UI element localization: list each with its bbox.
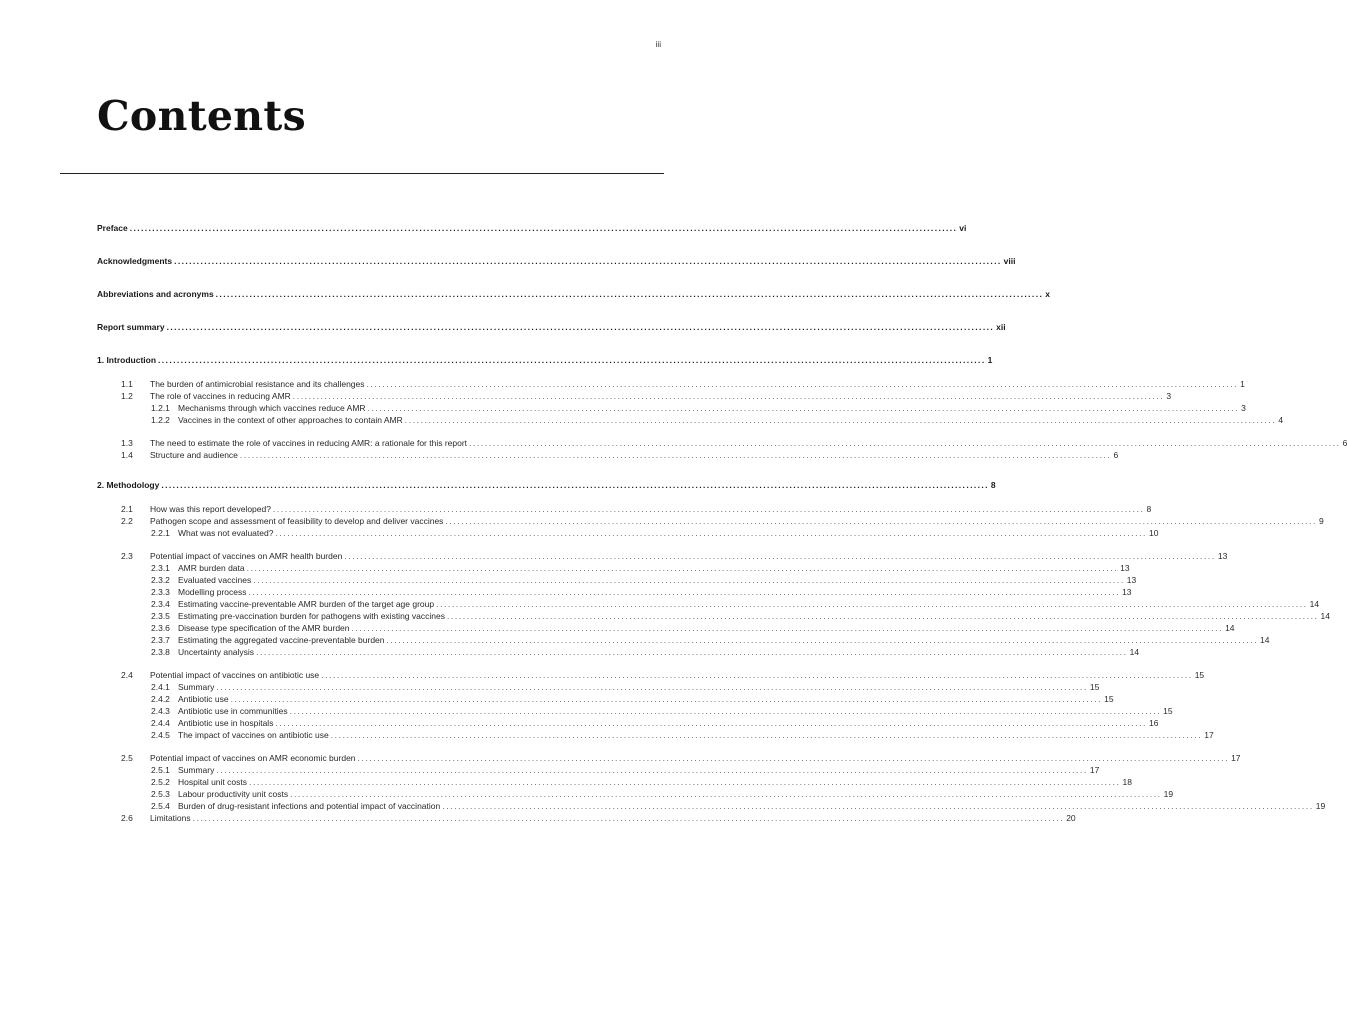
toc-entry[interactable] — [97, 503, 1152, 515]
toc-entry-label: Summary — [178, 765, 215, 775]
toc-entry-page: 16 — [1149, 718, 1159, 728]
toc-entry-page: vi — [959, 223, 967, 233]
toc-entry-label: Antibiotic use in communities — [178, 706, 288, 716]
toc-entry-label: The need to estimate the role of vaccines in reducing AMR: a rationale for this report — [150, 438, 468, 448]
toc-entry[interactable] — [97, 414, 1284, 426]
toc-entry-page: 10 — [1149, 528, 1159, 538]
toc-entry-page: 13 — [1126, 575, 1137, 585]
toc-entry-page: 14 — [1225, 623, 1235, 633]
toc-entry-page: 3 — [1241, 403, 1246, 413]
toc-entry-page: 9 — [1318, 516, 1324, 526]
toc-entry[interactable] — [97, 669, 1205, 681]
toc-entry-number: 2.3.7 — [151, 635, 170, 645]
toc-entry-number: 2.4.1 — [151, 682, 170, 692]
toc-entry-page: 19 — [1315, 801, 1326, 811]
toc-entry[interactable] — [97, 354, 993, 367]
toc-entry-page: x — [1045, 289, 1050, 299]
dot-leader: ............................................................................................................................................................................................................................ — [321, 670, 1193, 680]
toc-entry-number: 1.2.1 — [151, 403, 170, 413]
dot-leader: ............................................................................................................................................................................................................................ — [174, 256, 1002, 266]
toc-entry-label: Report summary — [97, 322, 165, 332]
page-number: iii — [655, 40, 661, 49]
toc-entry-page: 8 — [990, 480, 996, 490]
toc-entry[interactable] — [97, 752, 1241, 764]
toc-entry-number: 1.2.2 — [151, 415, 170, 425]
toc-entry-number: 1.4 — [121, 450, 133, 460]
toc-entry-label: Disease type specification of the AMR burden — [178, 623, 350, 633]
toc-entry-label: What was not evaluated? — [178, 528, 274, 538]
toc-entry-page: 15 — [1104, 694, 1114, 704]
toc-entry-label: Structure and audience — [150, 450, 238, 460]
dot-leader: ............................................................................................................................................................................................................................ — [246, 563, 1119, 573]
toc-entry-page: 17 — [1231, 753, 1241, 763]
toc-entry-label: Potential impact of vaccines on AMR health burden — [150, 551, 343, 561]
toc-entry-label: Limitations — [150, 813, 191, 823]
dot-leader: ............................................................................................................................................................................................................................ — [275, 528, 1147, 538]
toc-entry-number: 2.4.3 — [151, 706, 170, 716]
toc-entry-page: 17 — [1089, 765, 1100, 775]
toc-entry-page: 15 — [1089, 682, 1100, 692]
toc-entry-number: 2.5 — [121, 753, 133, 763]
dot-leader: ............................................................................................................................................................................................................................ — [469, 438, 1341, 448]
toc-entry-page: viii — [1003, 256, 1016, 266]
toc-entry-label: Acknowledgments — [97, 256, 173, 266]
toc-entry-number: 2.4 — [121, 670, 133, 680]
dot-leader: ............................................................................................................................................................................................................................ — [351, 623, 1224, 633]
toc-entry-page: xii — [996, 322, 1006, 332]
toc-entry-label: Uncertainty analysis — [178, 647, 255, 657]
dot-leader: ............................................................................................................................................................................................................................ — [256, 647, 1128, 657]
toc-entry-page: 13 — [1122, 587, 1132, 597]
dot-leader: ............................................................................................................................................................................................................................ — [215, 289, 1044, 299]
dot-leader: ............................................................................................................................................................................................................................ — [289, 706, 1162, 716]
toc-entry-page: 3 — [1166, 391, 1172, 401]
toc-entry-number: 2.3.3 — [151, 587, 170, 597]
toc-entry[interactable] — [97, 800, 1326, 812]
dot-leader: ............................................................................................................................................................................................................................ — [272, 504, 1145, 514]
toc-entry[interactable] — [97, 646, 1140, 658]
toc-entry[interactable] — [97, 402, 1246, 414]
dot-leader: ............................................................................................................................................................................................................................ — [216, 765, 1088, 775]
toc-entry-label: 1. Introduction — [97, 355, 157, 365]
toc-entry-page: 15 — [1163, 706, 1173, 716]
toc-entry[interactable] — [97, 562, 1130, 574]
toc-entry-label: Antibiotic use — [178, 694, 229, 704]
toc-entry[interactable] — [97, 812, 1076, 824]
dot-leader: ............................................................................................................................................................................................................................ — [442, 801, 1314, 811]
toc-entry-number: 2.3.1 — [151, 563, 170, 573]
toc-entry[interactable] — [97, 634, 1270, 646]
toc-entry-page: 13 — [1120, 563, 1130, 573]
toc-entry[interactable] — [97, 717, 1159, 729]
title-divider — [60, 173, 664, 174]
toc-entry-number: 2.5.4 — [151, 801, 170, 811]
toc-entry-label: Estimating pre-vaccination burden for pathogens with existing vaccines — [178, 611, 445, 621]
toc-entry-number: 2.2.1 — [151, 528, 170, 538]
toc-entry[interactable] — [97, 705, 1173, 717]
toc-entry-page: 17 — [1204, 730, 1214, 740]
toc-entry[interactable] — [97, 515, 1324, 527]
toc-entry-label: AMR burden data — [178, 563, 245, 573]
toc-entry-number: 2.3.2 — [151, 575, 170, 585]
dot-leader: ............................................................................................................................................................................................................................ — [166, 322, 995, 332]
toc-entry-label: Potential impact of vaccines on antibiotic use — [150, 670, 320, 680]
toc-entry-number: 2.3 — [121, 551, 133, 561]
toc-entry-number: 2.4.2 — [151, 694, 170, 704]
toc-entry[interactable] — [97, 479, 996, 492]
toc-entry[interactable] — [97, 550, 1228, 562]
toc-entry-page: 18 — [1122, 777, 1132, 787]
toc-entry-page: 14 — [1320, 611, 1330, 621]
toc-entry-number: 2.3.8 — [151, 647, 170, 657]
dot-leader: ............................................................................................................................................................................................................................ — [290, 789, 1162, 799]
toc-entry[interactable] — [97, 378, 1245, 390]
toc-entry[interactable] — [97, 681, 1100, 693]
toc-entry-number: 2.3.4 — [151, 599, 170, 609]
toc-entry[interactable] — [97, 693, 1114, 705]
toc-entry[interactable] — [97, 610, 1330, 622]
toc-entry-page: 6 — [1342, 438, 1347, 448]
toc-entry-page: 4 — [1278, 415, 1284, 425]
toc-entry-page: 6 — [1113, 450, 1119, 460]
toc-entry-label: Estimating the aggregated vaccine-preventable burden — [178, 635, 385, 645]
dot-leader: ............................................................................................................................................................................................................................ — [216, 682, 1088, 692]
toc-entry[interactable] — [97, 390, 1172, 402]
toc-entry-label: Pathogen scope and assessment of feasibility to develop and deliver vaccines — [150, 516, 444, 526]
dot-leader: ............................................................................................................................................................................................................................ — [386, 635, 1259, 645]
toc-entry-number: 2.2 — [121, 516, 133, 526]
dot-leader: ............................................................................................................................................................................................................................ — [436, 599, 1308, 609]
dot-leader: ............................................................................................................................................................................................................................ — [161, 480, 989, 490]
toc-entry[interactable] — [97, 321, 1006, 334]
toc-entry-number: 1.3 — [121, 438, 133, 448]
dot-leader: ............................................................................................................................................................................................................................ — [230, 694, 1103, 704]
toc-entry-number: 2.5.3 — [151, 789, 170, 799]
toc-entry-number: 2.3.6 — [151, 623, 170, 633]
toc-entry-page: 14 — [1309, 599, 1320, 609]
toc-entry-number: 2.5.2 — [151, 777, 170, 787]
dot-leader: ............................................................................................................................................................................................................................ — [158, 355, 986, 365]
dot-leader: ............................................................................................................................................................................................................................ — [129, 223, 958, 233]
toc-entry[interactable] — [97, 586, 1132, 598]
toc-entry-label: Preface — [97, 223, 128, 233]
toc-entry-label: Labour productivity unit costs — [178, 789, 289, 799]
toc-entry-label: Evaluated vaccines — [178, 575, 252, 585]
toc-entry[interactable] — [97, 598, 1320, 610]
toc-entry[interactable] — [97, 788, 1174, 800]
dot-leader: ............................................................................................................................................................................................................................ — [404, 415, 1277, 425]
toc-entry-number: 1.2 — [121, 391, 133, 401]
toc-entry-page: 19 — [1163, 789, 1174, 799]
dot-leader: ............................................................................................................................................................................................................................ — [253, 575, 1125, 585]
toc-entry-number: 2.4.5 — [151, 730, 170, 740]
toc-entry-label: Estimating vaccine-preventable AMR burden of the target age group — [178, 599, 435, 609]
toc-entry-number: 2.5.1 — [151, 765, 170, 775]
toc-entry-label: Vaccines in the context of other approaches to contain AMR — [178, 415, 403, 425]
toc-entry[interactable] — [97, 729, 1214, 741]
table-of-contents — [97, 222, 1347, 824]
toc-entry-number: 2.1 — [121, 504, 133, 514]
dot-leader: ............................................................................................................................................................................................................................ — [366, 379, 1239, 389]
toc-entry-number: 2.6 — [121, 813, 133, 823]
toc-entry-label: Mechanisms through which vaccines reduce AMR — [178, 403, 366, 413]
toc-entry-page: 14 — [1129, 647, 1140, 657]
toc-entry[interactable] — [97, 449, 1119, 461]
toc-entry-page: 8 — [1146, 504, 1152, 514]
dot-leader: ............................................................................................................................................................................................................................ — [292, 391, 1165, 401]
toc-entry-number: 1.1 — [121, 379, 133, 389]
dot-leader: ............................................................................................................................................................................................................................ — [330, 730, 1203, 740]
dot-leader: ............................................................................................................................................................................................................................ — [344, 551, 1216, 561]
dot-leader: ............................................................................................................................................................................................................................ — [275, 718, 1147, 728]
toc-entry-label: Summary — [178, 682, 215, 692]
toc-entry-label: Hospital unit costs — [178, 777, 247, 787]
toc-entry-label: 2. Methodology — [97, 480, 160, 490]
toc-entry[interactable] — [97, 288, 1050, 301]
dot-leader: ............................................................................................................................................................................................................................ — [239, 450, 1112, 460]
toc-entry-page: 13 — [1217, 551, 1228, 561]
toc-entry[interactable] — [97, 776, 1132, 788]
toc-entry-label: How was this report developed? — [150, 504, 271, 514]
toc-entry-label: Abbreviations and acronyms — [97, 289, 214, 299]
dot-leader: ............................................................................................................................................................................................................................ — [248, 587, 1121, 597]
toc-entry-number: 2.4.4 — [151, 718, 170, 728]
toc-entry-page: 1 — [1240, 379, 1245, 389]
toc-entry-label: Potential impact of vaccines on AMR economic burden — [150, 753, 356, 763]
dot-leader: ............................................................................................................................................................................................................................ — [357, 753, 1230, 763]
dot-leader: ............................................................................................................................................................................................................................ — [446, 611, 1319, 621]
toc-entry-label: The role of vaccines in reducing AMR — [150, 391, 291, 401]
toc-entry-page: 20 — [1066, 813, 1076, 823]
toc-entry-number: 2.3.5 — [151, 611, 170, 621]
toc-entry-label: Antibiotic use in hospitals — [178, 718, 274, 728]
toc-entry-label: Modelling process — [178, 587, 247, 597]
toc-entry[interactable] — [97, 764, 1100, 776]
toc-entry[interactable] — [97, 437, 1347, 449]
toc-entry[interactable] — [97, 574, 1137, 586]
toc-entry-page: 1 — [987, 355, 993, 365]
toc-entry-label: The burden of antimicrobial resistance and its challenges — [150, 379, 365, 389]
dot-leader: ............................................................................................................................................................................................................................ — [248, 777, 1121, 787]
dot-leader: ............................................................................................................................................................................................................................ — [445, 516, 1317, 526]
toc-entry[interactable] — [97, 222, 967, 235]
toc-entry-page: 15 — [1194, 670, 1205, 680]
page-title: Contents — [97, 92, 307, 140]
toc-entry[interactable] — [97, 255, 1016, 268]
toc-entry[interactable] — [97, 527, 1159, 539]
toc-entry-label: The impact of vaccines on antibiotic use — [178, 730, 329, 740]
toc-entry-page: 14 — [1260, 635, 1270, 645]
dot-leader: ............................................................................................................................................................................................................................ — [367, 403, 1240, 413]
toc-entry[interactable] — [97, 622, 1235, 634]
dot-leader: ............................................................................................................................................................................................................................ — [192, 813, 1065, 823]
toc-entry-label: Burden of drug-resistant infections and potential impact of vaccination — [178, 801, 441, 811]
